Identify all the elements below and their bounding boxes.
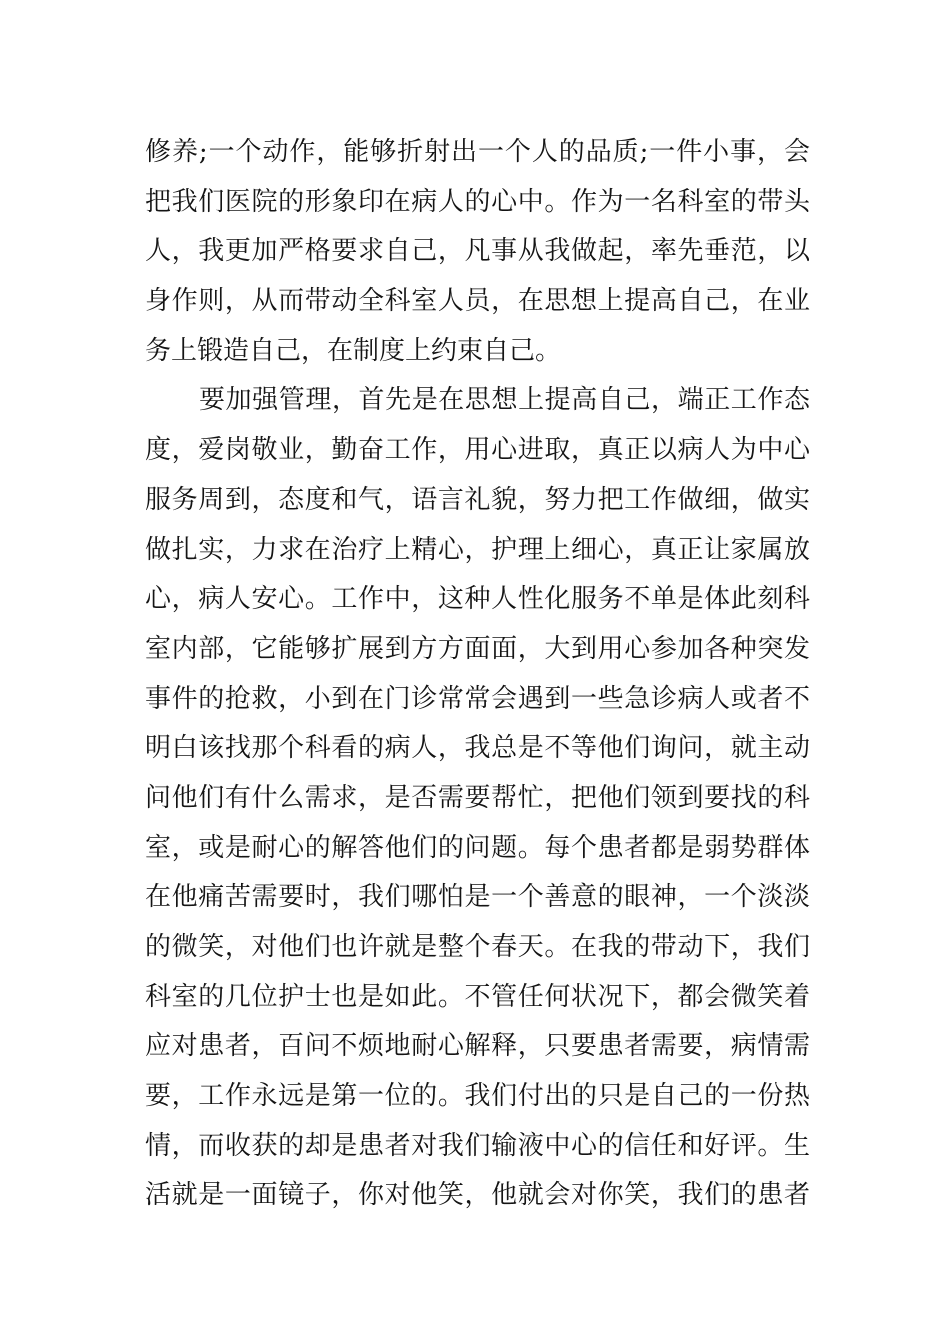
paragraph-2	[145, 376, 810, 1221]
text-line: 明白该找那个科看的病人，我总是不等他们询问，就主动	[145, 733, 810, 764]
body-text	[145, 128, 810, 1221]
text-line: 要加强管理，首先是在思想上提高自己，端正工作态	[199, 385, 810, 416]
text-line: 问他们有什么需求，是否需要帮忙，把他们领到要找的科	[145, 782, 810, 813]
text-line: 修养;一个动作，能够折射出一个人的品质;一件小事，会	[145, 137, 810, 167]
text-line: 身作则，从而带动全科室人员，在思想上提高自己，在业	[145, 286, 810, 317]
text-line: 室，或是耐心的解答他们的问题。每个患者都是弱势群体	[145, 832, 810, 863]
text-line: 要，工作永远是第一位的。我们付出的只是自己的一份热	[145, 1081, 810, 1112]
text-line: 活就是一面镜子，你对他笑，他就会对你笑，我们的患者	[145, 1180, 810, 1211]
paragraph-1	[145, 128, 810, 376]
text-line: 服务周到，态度和气，语言礼貌，努力把工作做细，做实	[145, 484, 810, 515]
text-line: 的微笑，对他们也许就是整个春天。在我的带动下，我们	[145, 932, 810, 962]
text-line: 务上锻造自己，在制度上约束自己。	[145, 335, 562, 366]
text-line: 人，我更加严格要求自己，凡事从我做起，率先垂范，以	[145, 236, 810, 267]
text-line: 做扎实，力求在治疗上精心，护理上细心，真正让家属放	[145, 534, 810, 565]
text-line: 应对患者，百问不烦地耐心解释，只要患者需要，病情需	[145, 1031, 810, 1062]
text-line: 事件的抢救，小到在门诊常常会遇到一些急诊病人或者不	[145, 683, 810, 714]
text-line: 在他痛苦需要时，我们哪怕是一个善意的眼神，一个淡淡	[145, 882, 810, 913]
text-line: 科室的几位护士也是如此。不管任何状况下，都会微笑着	[145, 981, 810, 1012]
text-line: 把我们医院的形象印在病人的心中。作为一名科室的带头	[145, 186, 810, 217]
text-line: 情，而收获的却是患者对我们输液中心的信任和好评。生	[145, 1130, 810, 1161]
text-line: 心，病人安心。工作中，这种人性化服务不单是体此刻科	[145, 584, 810, 615]
text-line: 度，爱岗敬业，勤奋工作，用心进取，真正以病人为中心	[145, 435, 810, 466]
text-line: 室内部，它能够扩展到方方面面，大到用心参加各种突发	[145, 633, 810, 664]
